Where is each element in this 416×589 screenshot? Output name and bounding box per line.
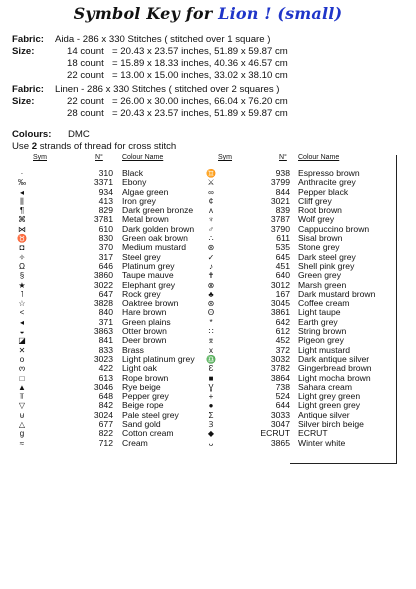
colour-name: Green oak brown	[122, 233, 188, 244]
stitch-symbol-icon: ⚔	[207, 178, 215, 188]
stitch-symbol-icon: o	[19, 354, 25, 364]
colour-name: Cliff grey	[298, 195, 332, 206]
use-post: strands of thread for cross stitch	[37, 141, 177, 152]
stitch-symbol-icon: ▲	[18, 382, 26, 392]
colour-name: Wolf grey	[298, 214, 335, 225]
colour-name: Medium mustard	[122, 242, 186, 253]
pattern-name: Lion ! (small)	[218, 4, 343, 23]
stitch-symbol-icon: Ɛ	[208, 364, 214, 374]
dmc-number: 3860	[93, 270, 113, 281]
stitch-symbol-icon: ⊗	[207, 280, 215, 290]
colour-name: Rye beige	[122, 381, 161, 392]
dmc-number: 3799	[270, 177, 290, 188]
colour-name: Cappuccino brown	[298, 223, 370, 234]
stitch-symbol-icon: Ω	[19, 261, 25, 271]
header-num-right: N°	[279, 154, 287, 161]
colour-name: Earth grey	[298, 316, 338, 327]
dmc-number: 3781	[93, 214, 113, 225]
colour-name: Dark green bronze	[122, 205, 194, 216]
colour-name: Elephant grey	[122, 279, 176, 290]
size-dims: = 13.00 x 15.00 inches, 33.02 x 38.10 cm	[112, 70, 288, 81]
stitch-symbol-icon: ‰	[18, 178, 26, 188]
size-count: 18 count	[67, 58, 104, 69]
stitch-symbol-icon: ✕	[18, 345, 26, 355]
colour-name: Espresso brown	[298, 168, 360, 178]
stitch-symbol-icon: ≈	[19, 438, 25, 448]
stitch-symbol-icon: △	[18, 420, 26, 430]
dmc-number: 310	[98, 168, 113, 178]
dmc-number: 3865	[270, 437, 290, 448]
dmc-number: 3047	[270, 419, 290, 430]
dmc-number: 3046	[93, 381, 113, 392]
dmc-number: 839	[275, 205, 290, 216]
colour-name: Pepper black	[298, 186, 349, 197]
fabric-linen-line	[12, 84, 280, 96]
colour-name: Cotton cream	[122, 428, 174, 439]
stitch-symbol-icon: ♊	[206, 169, 216, 178]
column-border-bottom	[290, 463, 397, 464]
stitch-symbol-icon: ▽	[18, 401, 26, 411]
colour-name: Sahara cream	[298, 381, 352, 392]
colour-name: Metal brown	[122, 214, 169, 225]
stitch-symbol-icon: §	[19, 271, 25, 281]
colour-name: Light mocha brown	[298, 372, 371, 383]
dmc-number: 934	[98, 186, 113, 197]
colour-name: Taupe mauve	[122, 270, 174, 281]
dmc-number: 370	[98, 242, 113, 253]
stitch-symbol-icon: ⫪	[19, 392, 25, 402]
column-border-right	[396, 155, 397, 463]
stitch-symbol-icon: ¢	[208, 196, 214, 206]
dmc-number: 3790	[270, 223, 290, 234]
dmc-number: 833	[98, 344, 113, 355]
dmc-number: 612	[275, 326, 290, 337]
fabric-label: Fabric:	[12, 34, 44, 45]
stitch-symbol-icon: ◆	[207, 429, 215, 439]
size-label: Size:	[12, 96, 35, 107]
stitch-symbol-icon: *	[209, 317, 213, 327]
colours-line	[12, 129, 90, 140]
colour-name: Gingerbread brown	[298, 363, 372, 374]
colour-name: Light oak	[122, 363, 157, 374]
size-aida-row-3	[12, 70, 412, 81]
dmc-number: 3032	[270, 353, 290, 364]
colour-name: Pale steel grey	[122, 409, 179, 420]
stitch-symbol-icon: ⊛	[207, 299, 215, 309]
dmc-number: 3828	[93, 298, 113, 309]
stitch-symbol-icon: ◪	[18, 336, 26, 346]
use-pre: Use	[12, 141, 32, 152]
size-count: 14 count	[67, 46, 104, 57]
symbol-row	[201, 439, 397, 448]
colour-name: Ebony	[122, 177, 147, 188]
colour-name: Green plains	[122, 316, 171, 327]
colour-name: Brass	[122, 344, 144, 355]
dmc-number: 371	[98, 316, 113, 327]
page-title	[0, 4, 416, 23]
colour-name: Deer brown	[122, 335, 167, 346]
dmc-number: 3782	[270, 363, 290, 374]
colour-name: Light grey green	[298, 391, 361, 402]
dmc-number: 842	[98, 400, 113, 411]
header-num-left: N°	[95, 154, 103, 161]
colour-name: Rope brown	[122, 372, 169, 383]
size-label: Size:	[12, 46, 35, 57]
colour-name: Light taupe	[298, 307, 341, 318]
stitch-symbol-icon: ⋈	[18, 224, 26, 234]
title-prefix: Symbol Key for	[73, 4, 219, 23]
size-linen-row-1	[12, 96, 412, 107]
colours-label: Colours:	[12, 129, 52, 140]
dmc-number: 3861	[270, 307, 290, 318]
dmc-number: 677	[98, 419, 113, 430]
dmc-number: 422	[98, 363, 113, 374]
stitch-symbol-icon: ⊛	[207, 243, 215, 253]
stitch-symbol-icon: ∞	[208, 187, 214, 197]
dmc-number: 647	[98, 288, 113, 299]
dmc-number: 451	[275, 260, 290, 271]
stitch-symbol-icon: ◂	[19, 187, 24, 197]
colour-name: Algae green	[122, 186, 169, 197]
colour-name: Winter white	[298, 437, 346, 448]
colour-name: Black	[122, 168, 144, 178]
stitch-symbol-icon: ¶	[19, 206, 25, 216]
stitch-symbol-icon: ◂	[19, 317, 24, 327]
dmc-number: 3024	[93, 409, 113, 420]
colours-value: DMC	[68, 129, 90, 140]
colour-name: Root brown	[298, 205, 342, 216]
fabric-aida-line	[12, 34, 271, 46]
stitch-symbol-icon: ◘	[19, 243, 25, 253]
stitch-symbol-icon: ·	[20, 169, 24, 178]
stitch-symbol-icon: ʘ	[207, 308, 215, 318]
dmc-number: 610	[98, 223, 113, 234]
stitch-symbol-icon: ო	[18, 364, 26, 374]
colour-name: Dark antique silver	[298, 353, 370, 364]
dmc-number: 648	[98, 391, 113, 402]
header-name-right: Colour Name	[298, 154, 340, 161]
colour-name: Light mustard	[298, 344, 351, 355]
colour-name: Rock grey	[122, 288, 161, 299]
size-dims: = 26.00 x 30.00 inches, 66.04 x 76.20 cm	[112, 96, 288, 107]
symbol-row	[12, 439, 212, 448]
colour-name: Platinum grey	[122, 260, 175, 271]
stitch-symbol-icon: ✓	[207, 252, 215, 262]
size-aida-row-1	[12, 46, 412, 57]
fabric-label: Fabric:	[12, 84, 44, 95]
dmc-number: 317	[98, 251, 113, 262]
colour-name: Otter brown	[122, 326, 167, 337]
colour-name: Sand gold	[122, 419, 161, 430]
colour-name: Iron grey	[122, 195, 156, 206]
dmc-number: 3012	[270, 279, 290, 290]
dmc-number: 3022	[93, 279, 113, 290]
colour-name: Beige rope	[122, 400, 164, 411]
colour-name: Antique silver	[298, 409, 350, 420]
size-count: 22 count	[67, 96, 104, 107]
size-count: 22 count	[67, 70, 104, 81]
dmc-number: 829	[98, 205, 113, 216]
stitch-symbol-icon: ♎	[206, 354, 216, 364]
stitch-symbol-icon: ✝	[207, 271, 215, 281]
stitch-symbol-icon: ♆	[208, 215, 214, 225]
stitch-symbol-icon: ⊍	[19, 410, 25, 420]
stitch-symbol-icon: ●	[208, 401, 214, 411]
colour-name: Dark mustard brown	[298, 288, 376, 299]
dmc-number: 822	[98, 428, 113, 439]
dmc-number: 830	[98, 233, 113, 244]
stitch-symbol-icon: ◒	[19, 327, 25, 337]
dmc-number: 167	[275, 288, 290, 299]
colour-name: Marsh green	[298, 279, 347, 290]
stitch-symbol-icon: Ɜ	[208, 420, 214, 430]
stitch-symbol-icon: ˥	[20, 289, 24, 299]
stitch-symbol-icon: ☆	[18, 299, 26, 309]
colour-name: Shell pink grey	[298, 260, 355, 271]
colour-name: Stone grey	[298, 242, 340, 253]
dmc-number: 3863	[93, 326, 113, 337]
colour-name: Green grey	[298, 270, 341, 281]
size-dims: = 20.43 x 23.57 inches, 51.89 x 59.87 cm	[112, 108, 288, 119]
colour-name: Anthracite grey	[298, 177, 356, 188]
dmc-number: 413	[98, 195, 113, 206]
dmc-number: ECRUT	[260, 428, 290, 439]
stitch-symbol-icon: ᴗ	[208, 438, 214, 448]
colour-name: Oaktree brown	[122, 298, 179, 309]
dmc-number: 372	[275, 344, 290, 355]
size-dims: = 15.89 x 18.33 inches, 40.36 x 46.57 cm	[112, 58, 288, 69]
dmc-number: 840	[98, 307, 113, 318]
dmc-number: 3045	[270, 298, 290, 309]
colour-name: String brown	[298, 326, 347, 337]
stitch-symbol-icon: ✧	[18, 252, 26, 262]
dmc-number: 3864	[270, 372, 290, 383]
stitch-symbol-icon: ᴧ	[209, 206, 213, 216]
symbol-list-right	[201, 169, 397, 448]
dmc-number: 3787	[270, 214, 290, 225]
dmc-number: 646	[98, 260, 113, 271]
colour-name: Hare brown	[122, 307, 167, 318]
dmc-number: 611	[276, 233, 290, 244]
symbol-list-left	[12, 169, 212, 448]
dmc-number: 645	[275, 251, 290, 262]
dmc-number: 3021	[270, 195, 290, 206]
colour-name: Light platinum grey	[122, 353, 195, 364]
stitch-symbol-icon: ♂	[208, 224, 214, 234]
colour-name: Pigeon grey	[298, 335, 344, 346]
stitch-symbol-icon: <	[19, 308, 25, 318]
colour-name: Light green grey	[298, 400, 361, 411]
dmc-number: 613	[98, 372, 113, 383]
stitch-symbol-icon: ⌆	[207, 336, 215, 346]
stitch-symbol-icon: ∴	[208, 234, 214, 244]
stitch-symbol-icon: ⌘	[18, 215, 26, 225]
stitch-symbol-icon: Ɣ	[208, 382, 214, 392]
stitch-symbol-icon: ♪	[209, 261, 213, 271]
stitch-symbol-icon: ♉	[17, 234, 27, 244]
colour-name: Sisal brown	[298, 233, 343, 244]
colour-name: ECRUT	[298, 428, 328, 439]
header-name-left: Colour Name	[122, 154, 164, 161]
dmc-number: 844	[275, 186, 290, 197]
fabric-aida-text: Aida - 286 x 330 Stitches ( stitched over 1 square )	[55, 34, 271, 45]
stitch-symbol-icon: □	[19, 373, 25, 383]
stitch-symbol-icon: g	[19, 429, 25, 439]
dmc-number: 524	[275, 391, 290, 402]
dmc-number: 644	[275, 400, 290, 411]
size-dims: = 20.43 x 23.57 inches, 51.89 x 59.87 cm	[112, 46, 288, 57]
dmc-number: 712	[98, 437, 113, 448]
thread-instruction	[12, 141, 176, 152]
header-sym-right: Sym	[218, 154, 232, 161]
strand-count: 2	[31, 141, 38, 152]
dmc-number: 3371	[93, 177, 113, 188]
dmc-number: 452	[275, 335, 290, 346]
size-aida-row-2	[12, 58, 412, 69]
stitch-symbol-icon: x	[209, 345, 213, 355]
dmc-number: 642	[275, 316, 290, 327]
colour-name: Coffee cream	[298, 298, 350, 309]
stitch-symbol-icon: ♣	[208, 289, 214, 299]
colour-name: Pepper grey	[122, 391, 169, 402]
stitch-symbol-icon: ■	[208, 373, 214, 383]
stitch-symbol-icon: ⫼	[20, 196, 24, 206]
colour-name: Dark golden brown	[122, 223, 195, 234]
stitch-symbol-icon: Σ	[208, 410, 214, 420]
stitch-symbol-icon: ★	[18, 280, 26, 290]
size-linen-row-2	[12, 108, 412, 119]
header-sym-left: Sym	[33, 154, 47, 161]
fabric-linen-text: Linen - 286 x 330 Stitches ( stitched over 2 squares )	[55, 84, 280, 95]
dmc-number: 3033	[270, 409, 290, 420]
colour-name: Steel grey	[122, 251, 161, 262]
dmc-number: 938	[275, 168, 290, 178]
colour-name: Dark steel grey	[298, 251, 356, 262]
dmc-number: 738	[275, 381, 290, 392]
stitch-symbol-icon: +	[208, 392, 214, 402]
stitch-symbol-icon: ∷	[208, 327, 214, 337]
colour-name: Cream	[122, 437, 148, 448]
dmc-number: 535	[275, 242, 290, 253]
colour-name: Silver birch beige	[298, 419, 364, 430]
dmc-number: 640	[275, 270, 290, 281]
dmc-number: 841	[98, 335, 113, 346]
dmc-number: 3023	[93, 353, 113, 364]
size-count: 28 count	[67, 108, 104, 119]
